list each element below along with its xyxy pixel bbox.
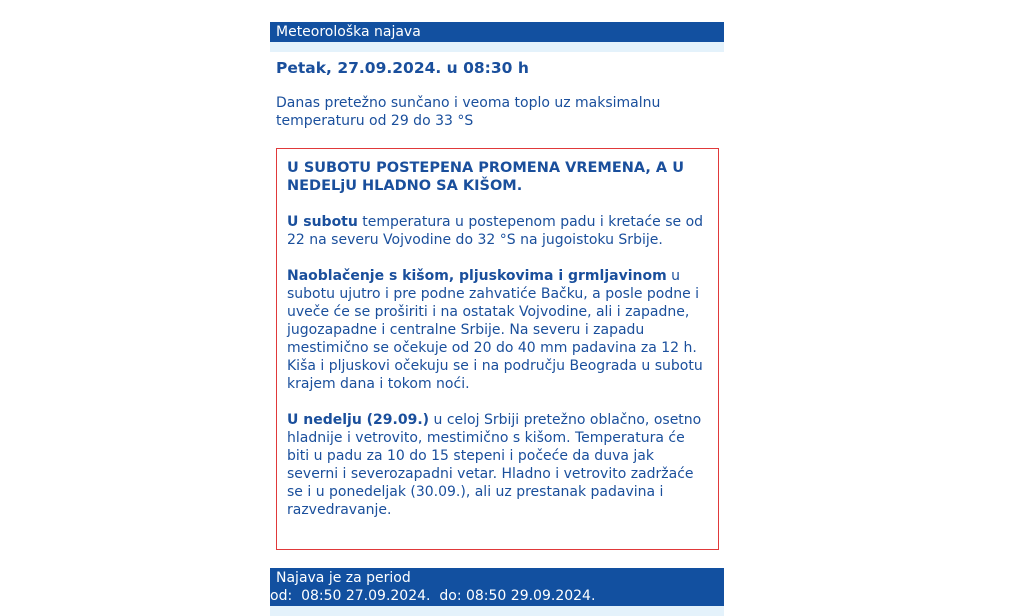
- alert-p1-bold: U subotu: [287, 214, 358, 230]
- forecast-period-bar: [270, 568, 724, 606]
- forecast-summary: Danas pretežno sunčano i veoma toplo uz maksimalnu temperaturu od 29 do 33 °S: [276, 95, 661, 129]
- alert-paragraph-saturday: [287, 213, 708, 249]
- alert-paragraph-rain: [287, 267, 708, 393]
- title-strip: [270, 42, 724, 52]
- panel-title: Meteorološka najava: [270, 22, 724, 42]
- period-strip: [270, 606, 724, 616]
- alert-p2-text: u subotu ujutro i pre podne zahvatiće Bačku, a posle podne i uveče će se proširiti i na ostatak Vojvodine, ali i zapadne, jugozapadne i centralne Srbije. Na severu i zapadu mestimično se očekuje od 20 do 40 mm padavina za 12 h. Kiša i pljuskovi očekuju se i na području Beograda u subotu krajem dana i tokom noći.: [287, 268, 703, 392]
- alert-headline: U SUBOTU POSTEPENA PROMENA VREMENA, A U NEDELjU HLADNO SA KIŠOM.: [287, 160, 684, 194]
- alert-p3-bold: U nedelju (29.09.): [287, 412, 430, 428]
- alert-p2-bold: Naoblačenje s kišom, pljuskovima i grmljavinom: [287, 268, 667, 284]
- alert-p3-text: u celoj Srbiji pretežno oblačno, osetno hladnije i vetrovito, mestimično s kišom. Temperatura će biti u padu za 10 do 15 stepeni i počeće da duva jak severni i severozapadni vetar. Hladno i vetrovito zadržaće se i u ponedeljak (30.09.), ali uz prestanak padavina i razvedravanje.: [287, 412, 702, 518]
- period-range: od: 08:50 27.09.2024. do: 08:50 29.09.2024.: [270, 588, 596, 604]
- period-label: Najava je za period: [276, 570, 411, 586]
- forecast-date: Petak, 27.09.2024. u 08:30 h: [276, 59, 529, 77]
- alert-paragraph-sunday: [287, 411, 708, 519]
- weather-alert-box: [276, 148, 719, 550]
- alert-p1-text: temperatura u postepenom padu i kretaće se od 22 na severu Vojvodine do 32 °S na jugoistoku Srbije.: [287, 214, 704, 248]
- forecast-panel: [270, 22, 724, 616]
